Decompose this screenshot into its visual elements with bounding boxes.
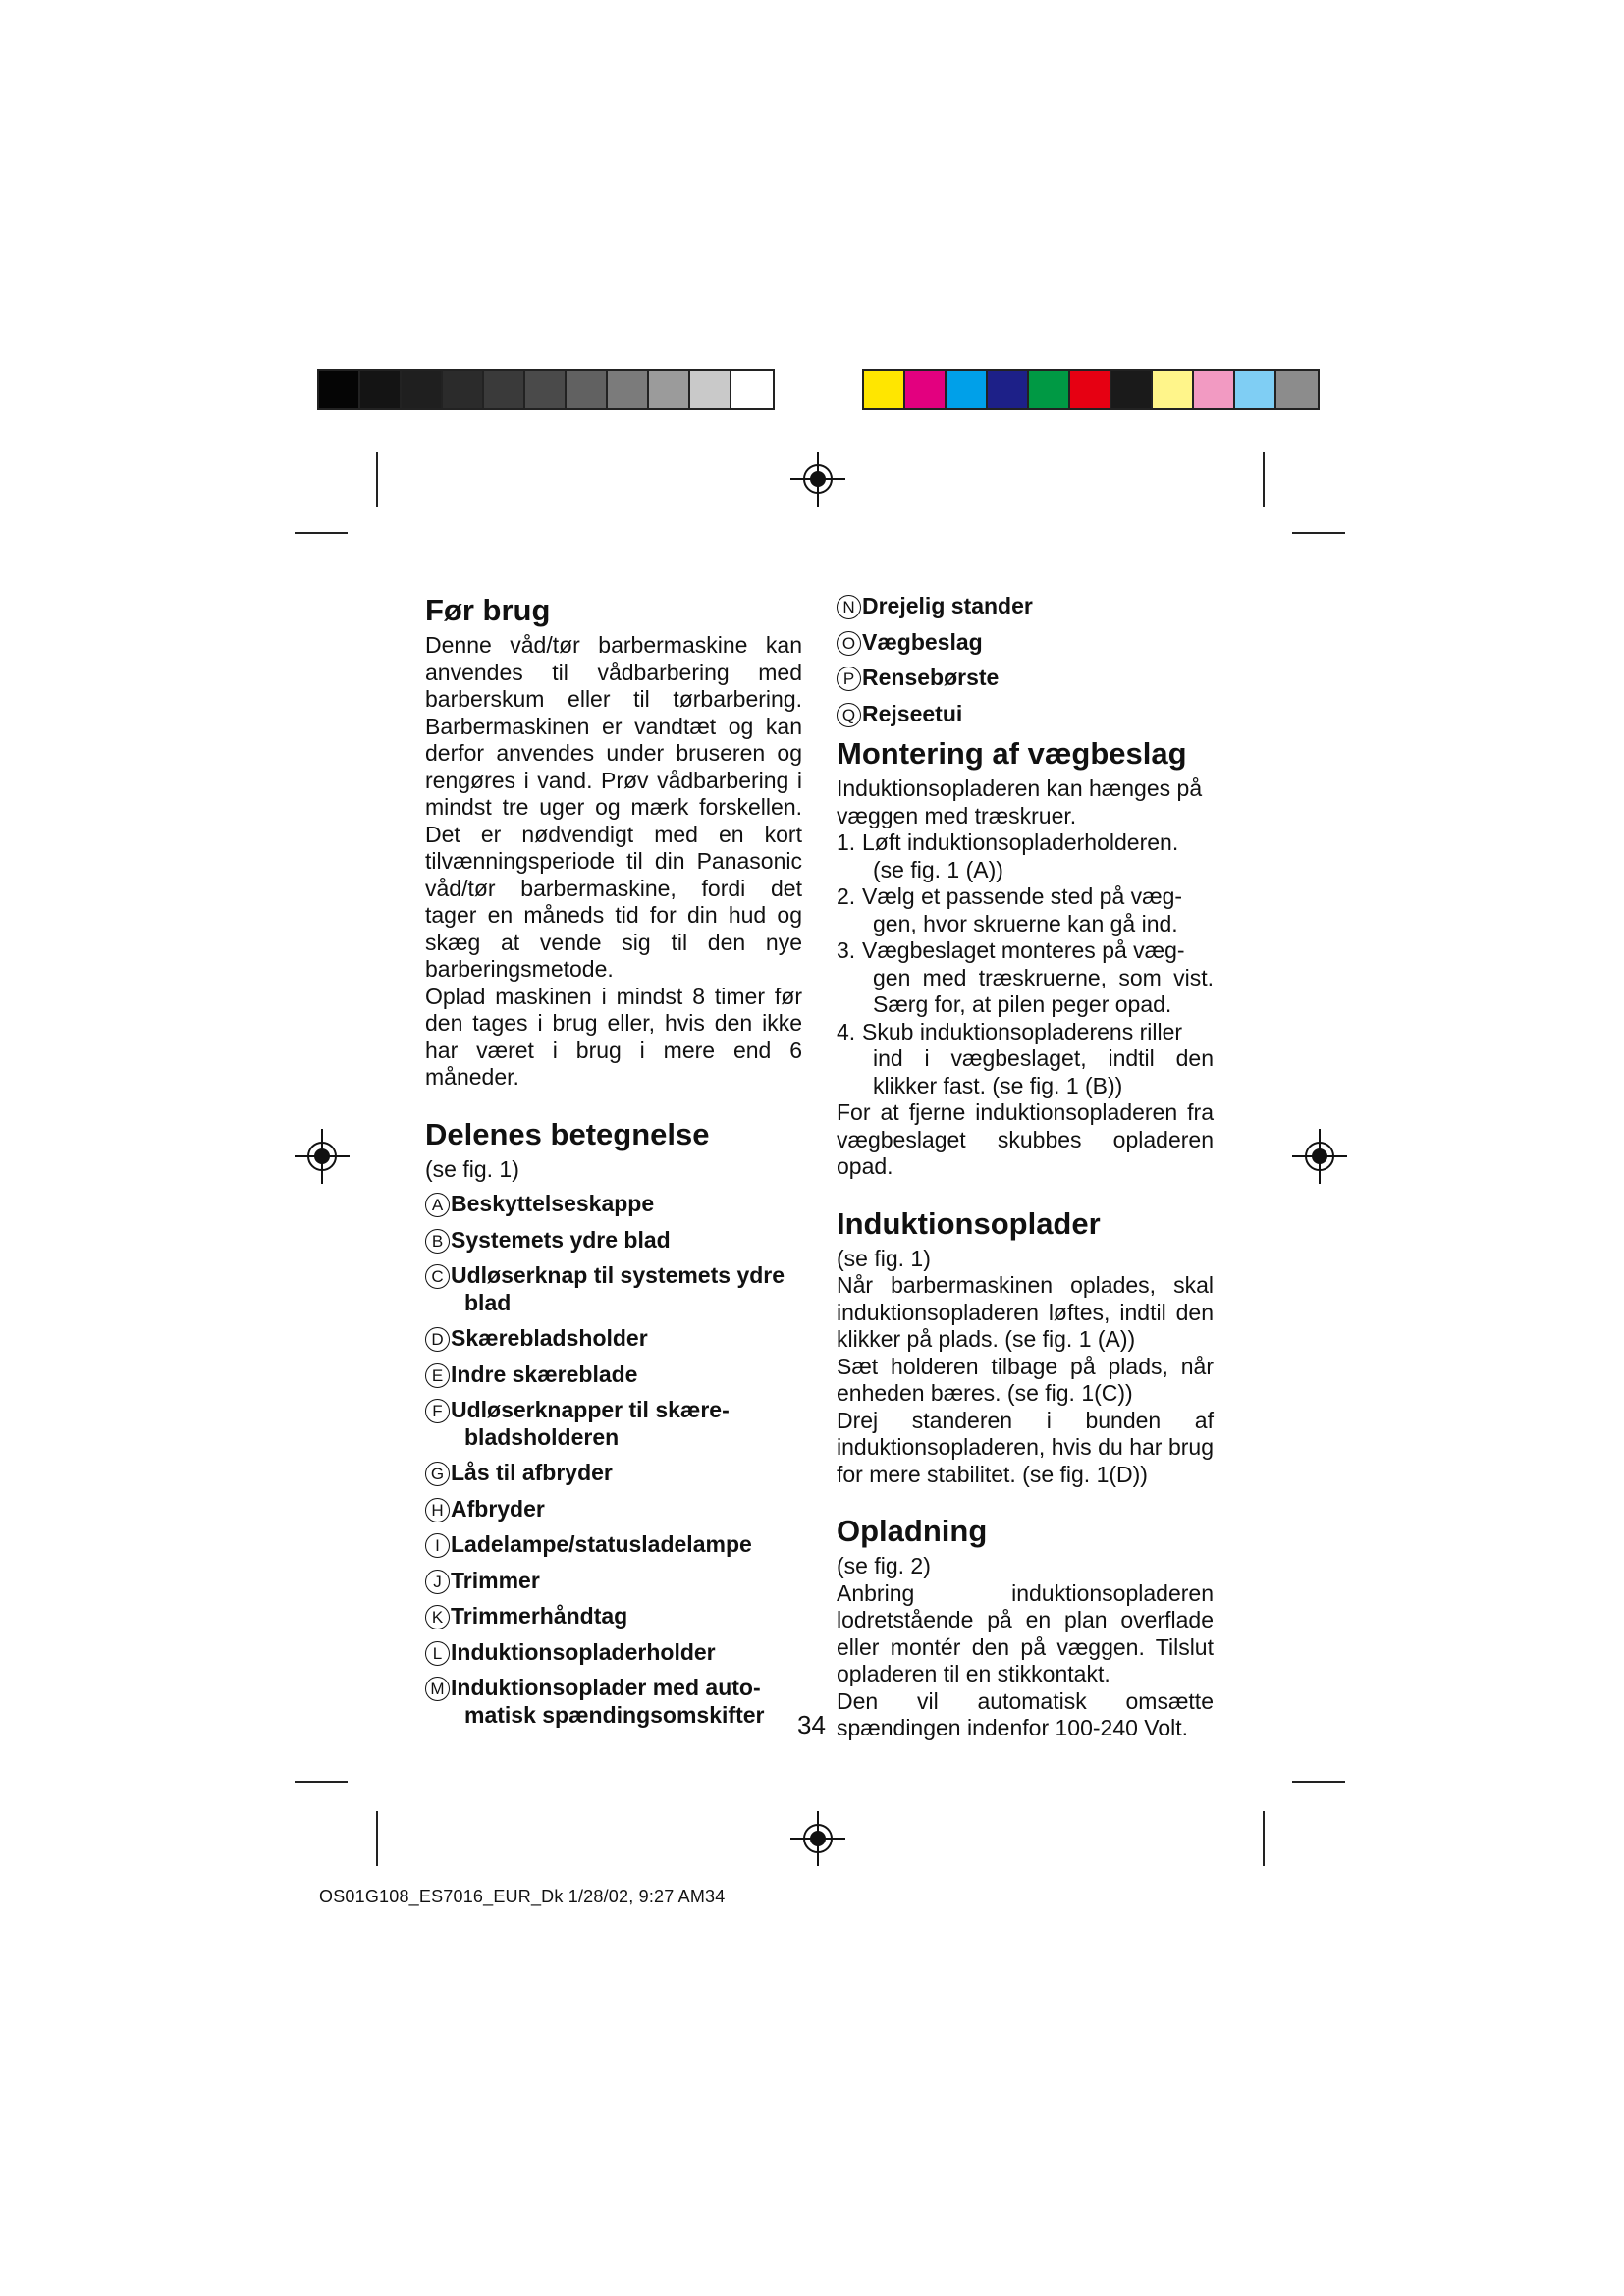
part-item — [425, 1639, 802, 1667]
part-label: Ladelampe/statusladelampe — [451, 1531, 752, 1557]
color-swatch — [608, 371, 649, 408]
section-title-montering: Montering af vægbeslag — [837, 736, 1187, 771]
part-label: Lås til afbryder — [451, 1460, 613, 1485]
part-item — [425, 1191, 802, 1218]
charge-paragraph: Oplad maskinen i mindst 8 timer før den tages i brug eller, hvis den ikke har været i brug i mere end 6 måneder. — [425, 983, 802, 1090]
color-swatch — [525, 371, 567, 408]
charger-paragraph-3: Drej standeren i bunden af induktionsopladeren, hvis du har brug for mere stabilitet. (se fig. 1(D)) — [837, 1407, 1214, 1487]
part-letter-badge: E — [425, 1363, 450, 1388]
part-letter-badge: D — [425, 1327, 450, 1352]
color-swatch — [690, 371, 731, 408]
charger-paragraph-2: Sæt holderen tilbage på plads, når enheden bæres. (se fig. 1(C)) — [837, 1353, 1214, 1406]
color-swatch — [1235, 371, 1276, 408]
part-label: Beskyttelseskappe — [451, 1191, 655, 1216]
left-column — [425, 593, 802, 1737]
part-label: Rejseetui — [862, 700, 963, 726]
color-swatch — [1276, 371, 1318, 408]
part-letter-badge: J — [425, 1570, 450, 1594]
color-bar — [862, 369, 1320, 410]
part-label: Drejelig stander — [862, 593, 1033, 618]
part-item — [837, 701, 1214, 728]
part-label: Systemets ydre blad — [451, 1226, 671, 1253]
part-label: Skærebladsholder — [451, 1325, 648, 1351]
mounting-paragraph: Induktionsopladeren kan hænges på væggen med træskruer. — [837, 775, 1203, 828]
crop-mark — [295, 1781, 348, 1783]
mounting-steps — [837, 829, 1214, 1099]
part-label: Vægbeslag — [862, 628, 983, 655]
parts-list-continued — [837, 593, 1214, 727]
color-swatch — [905, 371, 947, 408]
color-swatch — [947, 371, 988, 408]
mounting-step — [837, 829, 1214, 883]
part-letter-badge: F — [425, 1399, 450, 1423]
step-text: Skub induktionsopladerens riller — [862, 1018, 1183, 1044]
part-label: Induktionsopladerholder — [451, 1638, 716, 1665]
part-label: Induktionsoplader med auto- — [451, 1675, 761, 1700]
part-label: Rensebørste — [862, 665, 1000, 690]
step-text-continued: gen med træskruerne, som vist. Særg for, at pilen peger opad. — [873, 964, 1214, 1017]
part-label: Trimmer — [451, 1567, 540, 1593]
registration-mark-icon — [295, 1129, 350, 1184]
figure-reference: (se fig. 2) — [837, 1553, 931, 1578]
part-letter-badge: L — [425, 1641, 450, 1666]
color-swatch — [988, 371, 1029, 408]
color-swatch — [1070, 371, 1111, 408]
step-text-continued: ind i vægbeslaget, indtil den klikker fast. (se fig. 1 (B)) — [873, 1045, 1214, 1098]
figure-reference: (se fig. 1) — [837, 1245, 931, 1271]
part-item — [425, 1262, 802, 1316]
part-item — [837, 665, 1214, 692]
color-swatch — [567, 371, 608, 408]
crop-mark — [295, 532, 348, 534]
part-item — [425, 1568, 802, 1595]
part-item — [837, 593, 1214, 620]
step-text: Vægbeslaget monteres på væg- — [862, 937, 1185, 963]
part-label-continued: bladsholderen — [464, 1423, 620, 1450]
registration-mark-icon — [790, 1811, 845, 1866]
color-swatch — [319, 371, 360, 408]
part-label: Udløserknap til systemets ydre — [451, 1262, 785, 1288]
part-letter-badge: C — [425, 1264, 450, 1289]
color-swatch — [360, 371, 402, 408]
part-item — [425, 1531, 802, 1559]
mounting-step — [837, 1019, 1214, 1100]
figure-reference: (se fig. 1) — [425, 1155, 519, 1182]
section-title-delenes-betegnelse: Delenes betegnelse — [425, 1116, 710, 1151]
color-swatch — [443, 371, 484, 408]
part-item — [425, 1603, 802, 1630]
color-swatch — [1194, 371, 1235, 408]
section-title-foer-brug: Før brug — [425, 593, 551, 627]
crop-mark — [1292, 1781, 1345, 1783]
part-letter-badge: M — [425, 1677, 450, 1701]
registration-mark-icon — [1292, 1129, 1347, 1184]
mounting-step — [837, 937, 1214, 1019]
part-item — [837, 629, 1214, 657]
step-number: 2. — [837, 883, 856, 909]
step-number: 3. — [837, 937, 856, 963]
right-column — [837, 593, 1214, 1742]
part-letter-badge: O — [837, 631, 861, 656]
registration-mark-icon — [790, 452, 845, 507]
part-letter-badge: Q — [837, 703, 861, 727]
crop-mark — [376, 1811, 378, 1866]
page-number: 34 — [797, 1710, 826, 1739]
section-title-opladning: Opladning — [837, 1514, 988, 1548]
color-swatch — [402, 371, 443, 408]
part-item — [425, 1325, 802, 1353]
part-letter-badge: N — [837, 595, 861, 619]
part-letter-badge: H — [425, 1498, 450, 1522]
color-swatch — [1029, 371, 1070, 408]
part-letter-badge: B — [425, 1229, 450, 1254]
part-label-continued: blad — [464, 1289, 512, 1315]
part-label: Udløserknapper til skære- — [451, 1397, 730, 1422]
step-number: 1. — [837, 829, 856, 855]
step-text: Løft induktionsopladerholderen. — [862, 829, 1179, 855]
part-label: Afbryder — [451, 1495, 545, 1522]
step-text: Vælg et passende sted på væg- — [862, 883, 1183, 909]
part-item — [425, 1362, 802, 1389]
part-label: Indre skæreblade — [451, 1361, 638, 1387]
part-item — [425, 1397, 802, 1451]
print-footer: OS01G108_ES7016_EUR_Dk 1/28/02, 9:27 AM34 — [319, 1887, 726, 1906]
part-letter-badge: P — [837, 667, 861, 691]
part-letter-badge: K — [425, 1605, 450, 1629]
step-text-continued: (se fig. 1 (A)) — [873, 856, 1003, 882]
charger-paragraph-1: Når barbermaskinen oplades, skal induktionsopladeren løftes, indtil den klikker på plads. (se fig. 1 (A)) — [837, 1272, 1214, 1352]
color-swatch — [1111, 371, 1153, 408]
crop-mark — [1263, 1811, 1265, 1866]
step-text-continued: gen, hvor skruerne kan gå ind. — [873, 910, 1178, 936]
part-letter-badge: I — [425, 1533, 450, 1558]
parts-list — [425, 1191, 802, 1729]
grayscale-bar — [317, 369, 775, 410]
section-title-induktionsoplader: Induktionsoplader — [837, 1205, 1101, 1241]
charging-paragraph-1: Anbring induktionsopladeren lodretstående på en plan overflade eller montér den på væggen. Tilslut opladeren til en stikkontakt. — [837, 1579, 1214, 1686]
removal-paragraph: For at fjerne induktionsopladeren fra vægbeslaget skubbes opladeren opad. — [837, 1099, 1214, 1179]
crop-mark — [1263, 452, 1265, 507]
part-letter-badge: G — [425, 1462, 450, 1486]
part-item — [425, 1227, 802, 1255]
part-item — [425, 1496, 802, 1523]
color-swatch — [1153, 371, 1194, 408]
part-letter-badge: A — [425, 1193, 450, 1217]
part-item — [425, 1675, 802, 1729]
crop-mark — [376, 452, 378, 507]
intro-paragraph: Denne våd/tør barbermaskine kan anvendes til vådbarbering med barberskum eller til tørbarbering. Barbermaskinen er vandtæt og kan derfor anvendes under bruseren og rengøres i vand. Prøv vådbarbering i mindst tre uger og mærk forskellen. Det er nødvendigt med en kort tilvænningsperiode til din Panasonic våd/tør barbermaskine, fordi det tager en måneds tid for din hud og skæg at vende sig til den nye barberingsmetode. — [425, 632, 802, 982]
step-number: 4. — [837, 1018, 856, 1044]
part-label-continued: matisk spændingsomskifter — [464, 1701, 765, 1728]
color-swatch — [484, 371, 525, 408]
charging-paragraph-2: Den vil automatisk omsætte spændingen indenfor 100-240 Volt. — [837, 1687, 1214, 1740]
color-swatch — [864, 371, 905, 408]
color-swatch — [649, 371, 690, 408]
crop-mark — [1292, 532, 1345, 534]
part-label: Trimmerhåndtag — [451, 1603, 628, 1629]
color-swatch — [731, 371, 773, 408]
mounting-step — [837, 883, 1214, 937]
part-item — [425, 1460, 802, 1487]
